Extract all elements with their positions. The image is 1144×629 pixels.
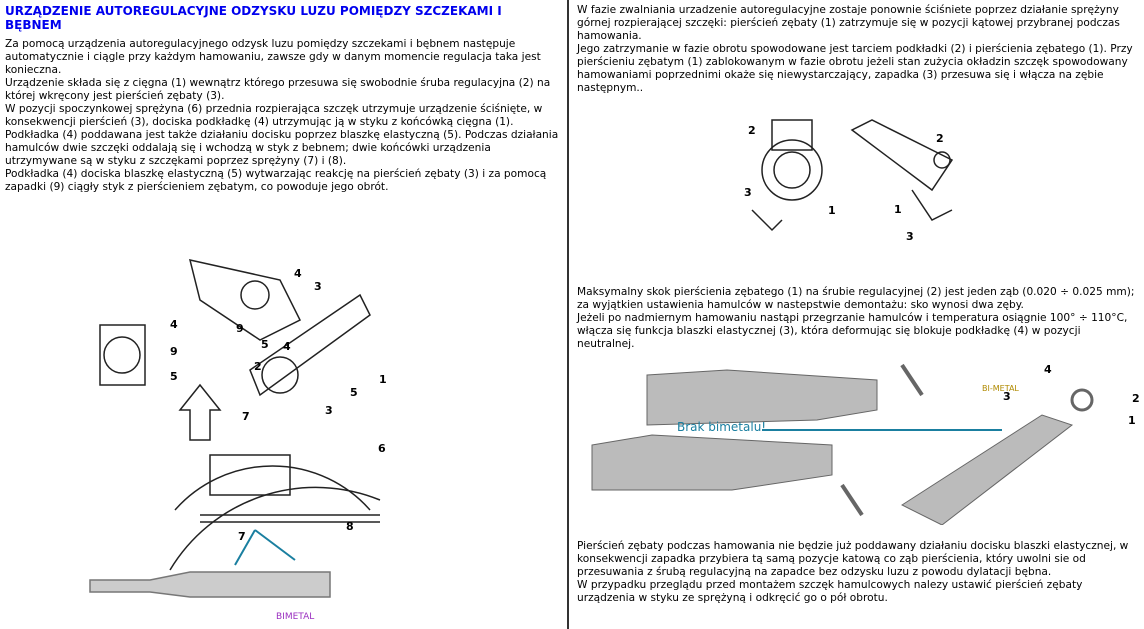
left-column <box>0 0 567 629</box>
callout-7: 7 <box>238 530 246 543</box>
paragraph: W fazie zwalniania urzadzenie autoregulacyjne zostaje ponownie ściśniete poprzez działanie sprężyny górnej rozpierającej szczęki: pierścień zębaty (1) zatrzymuje się w pozycji kątowej przybranej podczas hamowania. <box>577 4 1120 42</box>
callout-4: 4 <box>294 267 302 280</box>
paragraph: Za pomocą urządzenia autoregulacyjnego odzysk luzu pomiędzy szczekami i bębnem następuje automatycznie i ciągle przy każdym hamowaniu, zawsze gdy w danym momencie regulacja taka jest konieczna. <box>5 38 541 76</box>
callout-1: 1 <box>1128 414 1136 427</box>
callout-4: 4 <box>283 340 291 353</box>
callout-1: 1 <box>379 373 387 386</box>
paragraph: Podkładka (4) dociska blaszkę elastyczną (5) wytwarzając reakcję na pierścień zębaty (3) i za pomocą zapadki (9) ciągły styk z pierścieniem zębatym, co powoduje jego obrót. <box>5 168 547 193</box>
paragraph: W przypadku przeglądu przed montażem szczęk hamulcowych nalezy ustawić pierścień zębaty urządzenia w styku ze sprężyną i odkręcić go o pół obrotu. <box>577 579 1083 604</box>
left-text <box>5 38 565 194</box>
paragraph: Pierścień zębaty podczas hamowania nie będzie już poddawany działaniu docisku blaszki elastycznej, w konsekwencji zapadka przybiera tą samą pozycje katową co ząb pierścienia, który uwolni sie od przesuwania z śrubą regulacyjną na zapadce bez odzysku luzu z powodu dylatacji bębna. <box>577 540 1129 578</box>
callout-2: 2 <box>936 132 944 145</box>
adjuster-diagram <box>80 240 420 629</box>
callout-2: 2 <box>748 124 756 137</box>
column-divider <box>567 0 569 629</box>
paragraph: Podkładka (4) poddawana jest także działaniu docisku poprzez blaszkę elastyczną (5). Podczas działania hamulców dwie szczęki oddalają się i wchodzą w styk z bebnem; dwie końcówki urządzenia utrzymywane są w styku z szczękami poprzez sprężyny (7) i (8). <box>5 129 559 167</box>
paragraph: Jego zatrzymanie w fazie obrotu spowodowane jest tarciem podkładki (2) i pierścienia zębatego (1). Przy pierścieniu zębatym (1) zablokowanym w fazie obrotu jeżeli stan zużycia okładzin szczęk spowodowany hamowaniami poprzednimi okaże się niewystarczający, zapadka (3) przesuwa się i włącza na zębie następnym.. <box>577 43 1133 94</box>
right-text-bottom <box>577 540 1137 605</box>
callout-3: 3 <box>314 280 322 293</box>
bimetal-photos <box>572 355 1144 525</box>
right-text-top <box>577 4 1137 95</box>
bimetal-label: BI-METAL <box>982 384 1019 393</box>
callout-5: 5 <box>261 338 269 351</box>
paragraph: Jeżeli po nadmiernym hamowaniu nastąpi przegrzanie hamulców i temperatura osiągnie 100° ÷ 110°C, włącza się funkcja blaszki elastycznej (3), która deformując się blokuje podkładkę (4) w pozycji neutralnej. <box>577 312 1128 350</box>
callout-5: 5 <box>170 370 178 383</box>
paragraph: Urządzenie składa się z cięgna (1) wewnątrz którego przesuwa się swobodnie śruba regulacyjna (2) na której wkręcony jest pierścień zębaty (3). <box>5 77 551 102</box>
right-column <box>572 0 1144 629</box>
page-title: URZĄDZENIE AUTOREGULACYJNE ODZYSKU LUZU POMIĘDZY SZCZEKAMI I BĘBNEM <box>5 4 502 32</box>
paragraph: W pozycji spoczynkowej sprężyna (6) przednia rozpierająca szczęk utrzymuje urządzenie ściśnięte, w konsekwencji pierścień (3), dociska podkładkę (4) utrzymując ją w styku z końcówką cięgna (1). <box>5 103 543 128</box>
callout-9: 9 <box>236 322 244 335</box>
missing-bimetal-label: Brak bimetalu! <box>677 420 767 434</box>
callout-6: 6 <box>378 442 386 455</box>
callout-3: 3 <box>744 186 752 199</box>
paragraph: Maksymalny skok pierścienia zębatego (1) na śrubie regulacyjnej (2) jest jeden ząb (0.020 ÷ 0.025 mm); za wyjątkien ustawienia hamulców w nastepstwie demontażu: sko wynosi dwa zęby. <box>577 286 1135 311</box>
callout-4: 4 <box>1044 363 1052 376</box>
callout-5: 5 <box>350 386 358 399</box>
callout-9: 9 <box>170 345 178 358</box>
callout-2: 2 <box>254 360 262 373</box>
callout-3: 3 <box>1003 390 1011 403</box>
callout-3: 3 <box>325 404 333 417</box>
ratchet-diagram <box>742 110 992 240</box>
callout-1: 1 <box>894 203 902 216</box>
callout-1: 1 <box>828 204 836 217</box>
callout-3: 3 <box>906 230 914 243</box>
callout-4: 4 <box>170 318 178 331</box>
right-text-mid <box>577 286 1137 351</box>
callout-8: 8 <box>346 520 354 533</box>
callout-2: 2 <box>1132 392 1140 405</box>
bimetal-label: BIMETAL <box>276 612 315 622</box>
callout-7: 7 <box>242 410 250 423</box>
